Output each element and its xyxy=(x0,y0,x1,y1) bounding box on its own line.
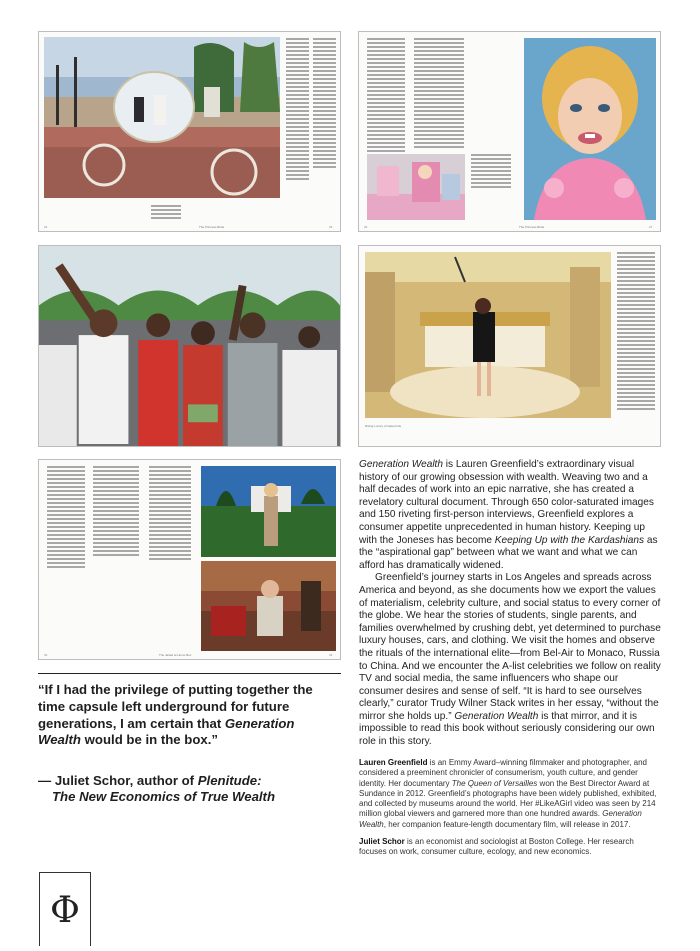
film-title: Generation Wealth xyxy=(359,809,642,829)
book-spread-wedding xyxy=(38,31,341,232)
bio-lauren-greenfield xyxy=(359,758,661,830)
mansion-portraits-photo xyxy=(201,561,336,651)
film-title: The Queen of Versailles xyxy=(451,778,538,788)
page-number: 33 xyxy=(329,653,333,657)
attribution-text: — Juliet Schor, author of xyxy=(38,773,198,788)
quote-divider xyxy=(38,673,341,674)
mansion-lawn-photo xyxy=(201,466,336,557)
bio-juliet-schor xyxy=(359,837,661,858)
text-column xyxy=(414,38,464,150)
description-text: as the “aspirational gap” between what we want and what we can afford has dramatically widened. xyxy=(359,534,658,571)
book-spread-pageant xyxy=(358,31,661,232)
text-column xyxy=(93,466,139,558)
golf-bedroom-photo xyxy=(365,252,611,418)
caption xyxy=(151,205,181,221)
description-text: is Lauren Greenfield’s extraordinary visual history of our growing obsession with wealth. Weaving two and a half decades of work into an epic narrative, she has created a revelatory cultural document. Through 650 color-saturated images and 150 riveting first-person interviews, Greenfield explores a consumer appetite unprecedented in human history. Keeping up with the Joneses has become xyxy=(359,459,654,546)
quote-attribution xyxy=(38,773,338,806)
caption xyxy=(471,154,511,190)
text-column xyxy=(149,466,191,562)
bio-text: is an Emmy Award–winning filmmaker and photographer, and considered a preeminent chronicler of consumerism, youth culture, and gender identity. Her documentary xyxy=(359,758,647,788)
author-bios xyxy=(359,758,661,865)
running-head: The Princess Bride xyxy=(199,225,225,229)
page-number: 26 xyxy=(364,225,368,229)
description-paragraph xyxy=(359,572,661,748)
pull-quote xyxy=(38,682,338,749)
bio-text: is an economist and sociologist at Boston College. Her research focuses on work, consumer culture, ecology, and new economics. xyxy=(359,837,634,857)
description-paragraph xyxy=(359,459,661,572)
book-title: Generation Wealth xyxy=(359,459,443,470)
show-title: Keeping Up with the Kardashians xyxy=(494,534,645,546)
book-title: Generation Wealth xyxy=(38,715,295,748)
book-description xyxy=(359,459,661,749)
author-name: Lauren Greenfield xyxy=(359,758,428,767)
child-pageant-photo xyxy=(524,38,656,220)
phi-logo-icon xyxy=(39,872,91,946)
book-spread-mansion xyxy=(38,459,341,660)
bio-text: won the Best Director Award at Sundance in 2012. Greenfield’s photographs have been widely published, exhibited, and collected by museums around the world. Her #LikeAGirl video was seen by 214 million global viewers and garnered more than one hundred awards. xyxy=(359,778,657,819)
description-text: is that mirror, and it is impossible to read this book without seriously considering our own role in this story. xyxy=(359,710,655,748)
text-column xyxy=(617,252,655,412)
page-number: 24 xyxy=(44,225,48,229)
page-number: 32 xyxy=(44,653,48,657)
party-crowd-photo xyxy=(38,245,341,447)
source-book-title: Plenitude: xyxy=(197,773,262,788)
pageant-room-photo xyxy=(367,154,465,220)
text-column xyxy=(47,466,85,570)
logo-glyph: Φ xyxy=(50,888,80,931)
quote-text: would be in the box.” xyxy=(81,732,219,748)
running-head: The Princess Bride xyxy=(519,225,545,229)
text-column xyxy=(286,38,309,182)
page-number: 27 xyxy=(649,225,653,229)
description-text: Greenfield’s journey starts in Los Angeles and spreads across America and beyond, as she documents how we export the values of materialism, celebrity culture, and social status to every corner of the globe. We hear the stories of students, single parents, and families overwhelmed by crushing debt, yet determined to purchase luxury houses, cars, and clothing. We visit the homes and observe the rituals of the international elite—from Bel-Air to Monaco, Russia to China. And we encounter the A-list celebrities we follow on reality TV and social media, the same influencers who shape our consumer desires and sense of self. “It is hard to see ourselves clearly,” curator Trudy Wilner Stack writes in her essay, “without the mirror she holds up.” xyxy=(359,572,661,722)
text-column xyxy=(367,38,405,154)
running-head: Rising Luxury of Gated Life xyxy=(365,424,402,428)
wedding-carriage-photo xyxy=(44,37,280,198)
running-head: The Jaded at Home Box xyxy=(159,653,192,657)
quote-text: “If I had the privilege of putting together the time capsule left underground for future generations, I am certain that xyxy=(38,682,313,731)
text-column xyxy=(313,38,336,170)
book-spread-bedroom xyxy=(358,245,661,447)
source-book-subtitle: The New Economics of True Wealth xyxy=(52,789,276,805)
bio-text: , her companion feature-length documentary film, will release in 2017. xyxy=(383,819,631,829)
book-title: Generation Wealth xyxy=(454,710,539,722)
author-name: Juliet Schor xyxy=(359,837,405,847)
page-number: 25 xyxy=(329,225,333,229)
